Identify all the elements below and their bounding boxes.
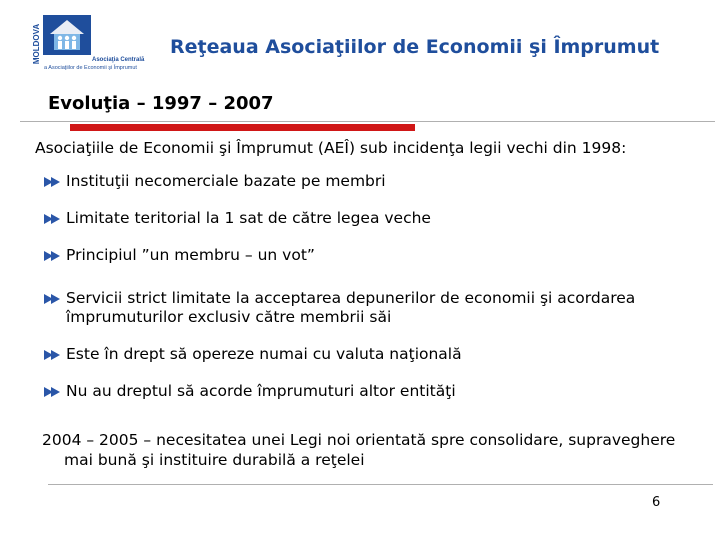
closing-paragraph — [42, 430, 714, 470]
double-chevron-right-icon — [44, 177, 62, 187]
closing-line1: 2004 – 2005 – necesitatea unei Legi noi orientată spre consolidare, supraveghere — [42, 431, 676, 449]
logo-vertical-text: MOLDOVA — [32, 23, 41, 65]
logo-line1: Asociaţia Centrală — [92, 57, 145, 63]
bottom-divider — [48, 484, 713, 485]
double-chevron-right-icon — [44, 387, 62, 397]
bullet-text: Instituţii necomerciale bazate pe membri — [66, 172, 386, 190]
page-number: 6 — [652, 495, 661, 510]
bullet-item — [44, 289, 694, 327]
bullet-item — [44, 172, 694, 191]
top-divider — [20, 121, 715, 122]
red-accent-bar — [70, 124, 415, 131]
bullet-item — [44, 209, 694, 228]
bullet-text: Limitate teritorial la 1 sat de către legea veche — [66, 209, 431, 227]
bullet-text: Este în drept să opereze numai cu valuta naţională — [66, 345, 462, 363]
bullet-text: Principiul ”un membru – un vot” — [66, 246, 315, 264]
bullet-list — [44, 172, 694, 401]
bullet-text: Nu au dreptul să acorde împrumuturi altor entităţi — [66, 382, 456, 400]
double-chevron-right-icon — [44, 214, 62, 224]
organization-logo — [30, 14, 152, 72]
bullet-text-continued: împrumuturilor exclusiv către membrii săi — [66, 308, 392, 326]
double-chevron-right-icon — [44, 294, 62, 304]
header-title: Reţeaua Asociaţiilor de Economii şi Împrumut — [170, 36, 660, 58]
double-chevron-right-icon — [44, 251, 62, 261]
logo-line2: a Asociaţiilor de Economii şi Împrumut — [44, 65, 137, 71]
closing-line2: mai bună şi instituire durabilă a reţelei — [64, 451, 365, 469]
section-title: Evoluţia – 1997 – 2007 — [48, 93, 274, 114]
bullet-text: Servicii strict limitate la acceptarea depunerilor de economii şi acordarea — [66, 289, 636, 307]
intro-text: Asociaţiile de Economii şi Împrumut (AEÎ) sub incidenţa legii vechi din 1998: — [35, 139, 627, 157]
double-chevron-right-icon — [44, 350, 62, 360]
bullet-item — [44, 246, 694, 265]
bullet-item — [44, 382, 694, 401]
bullet-item — [44, 345, 694, 364]
